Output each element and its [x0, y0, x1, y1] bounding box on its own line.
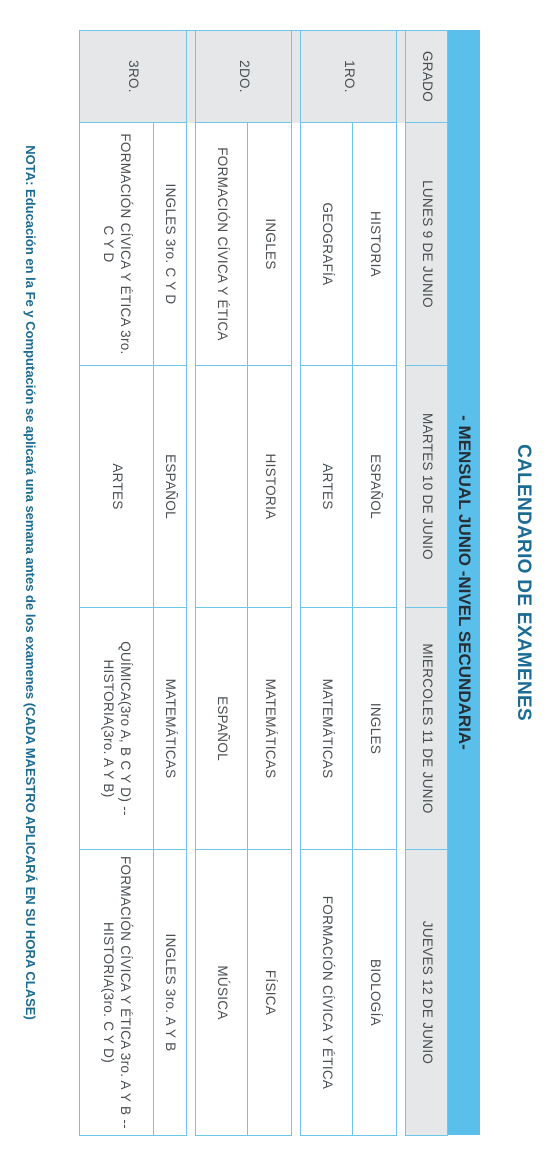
footer-note: NOTA: Educación en la Fe y Computación se aplicará una semana antes de los examenes (CADA MAESTRO APLICARÁ EN SU HORA CLASE) [23, 145, 38, 1020]
spacer-row [292, 31, 301, 1136]
table-cell: QUÍMICA(3ro A, B C Y D) -- HISTORIA(3ro. A Y B) [80, 608, 154, 850]
table-row [196, 31, 248, 1136]
table-cell: MATEMÁTICAS [301, 608, 353, 850]
exam-schedule-table [79, 30, 448, 1136]
table-cell: FORMACIÓN CÍVICA Y ÉTICA 3ro. C Y D [80, 123, 154, 366]
table-cell: INGLES [353, 608, 397, 850]
table-cell: GEOGRAFÍA [301, 123, 353, 366]
header-martes: MARTES 10 DE JUNIO [406, 366, 448, 608]
grade-label-3ro: 3RO. [80, 31, 187, 123]
table-cell: BIOLOGÍA [353, 850, 397, 1136]
table-cell: MÚSICA [196, 850, 248, 1136]
header-grado: GRADO [406, 31, 448, 123]
table-cell: ESPAÑOL [196, 608, 248, 850]
table-cell: FORMACIÓN CÍVICA Y ÉTICA 3ro. A Y B -- HISTORIA(3ro. C Y D) [80, 850, 154, 1136]
table-row [301, 31, 353, 1136]
header-miercoles: MIERCOLES 11 DE JUNIO [406, 608, 448, 850]
table-cell: ESPAÑOL [353, 366, 397, 608]
table-cell: INGLES 3ro. A Y B [154, 850, 187, 1136]
table-cell: INGLES 3ro. C Y D [154, 123, 187, 366]
table-cell: FORMACIÓN CÍVICA Y ÉTICA [196, 123, 248, 366]
table-cell [196, 366, 248, 608]
subtitle-band: - MENSUAL JUNIO -NIVEL SECUNDARIA- [448, 30, 480, 1135]
table-cell: MATEMÁTICAS [248, 608, 292, 850]
table-cell: FORMACIÓN CÍVICA Y ÉTICA [301, 850, 353, 1136]
grade-label-1ro: 1RO. [301, 31, 397, 123]
table-cell: ESPAÑOL [154, 366, 187, 608]
header-row [406, 31, 448, 1136]
page-title: CALENDARIO DE EXAMENES [513, 444, 534, 721]
header-jueves: JUEVES 12 DE JUNIO [406, 850, 448, 1136]
table-cell: INGLES [248, 123, 292, 366]
table-cell: ARTES [301, 366, 353, 608]
table-row [154, 31, 187, 1136]
table-cell: HISTORIA [248, 366, 292, 608]
table-row [80, 31, 154, 1136]
table-cell: FÍSICA [248, 850, 292, 1136]
grade-label-2do: 2DO. [196, 31, 292, 123]
table-cell: MATEMÁTICAS [154, 608, 187, 850]
header-lunes: LUNES 9 DE JUNIO [406, 123, 448, 366]
table-row [248, 31, 292, 1136]
table-cell: ARTES [80, 366, 154, 608]
spacer-row [187, 31, 196, 1136]
table-row [353, 31, 397, 1136]
table-cell: HISTORIA [353, 123, 397, 366]
spacer-row [397, 31, 406, 1136]
